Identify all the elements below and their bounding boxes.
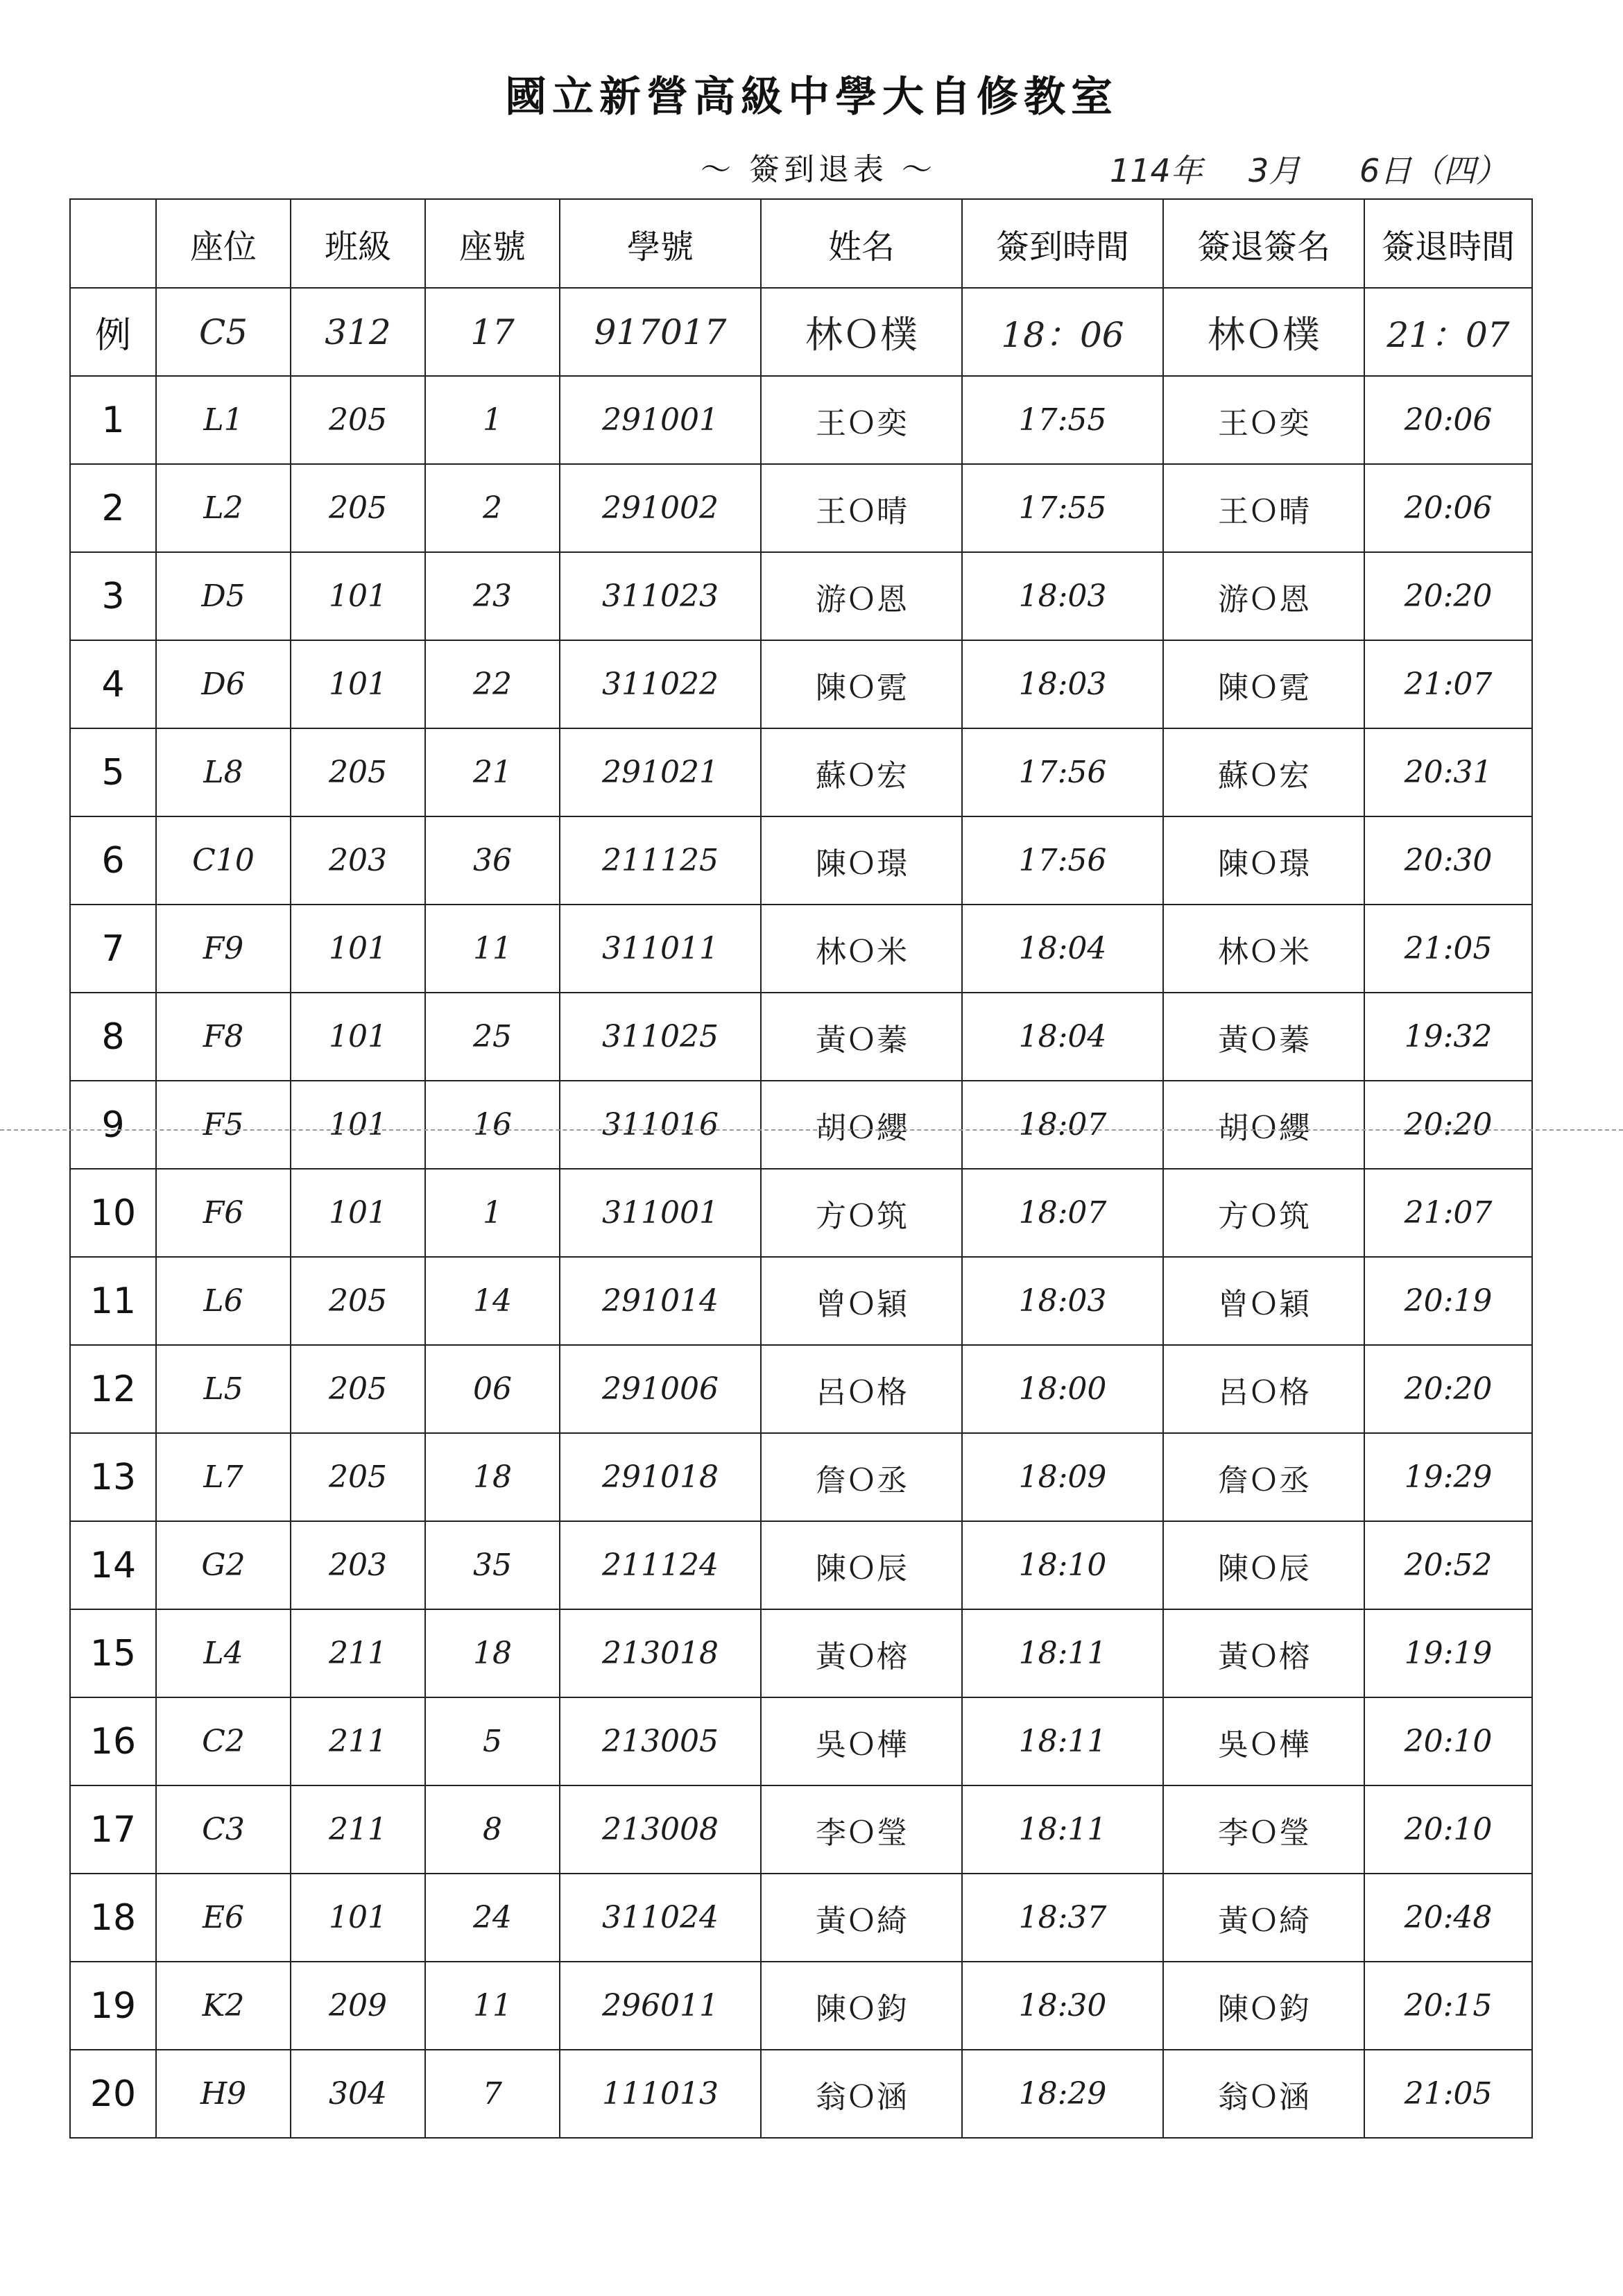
row-checkout: 21:07 (1364, 640, 1532, 728)
row-class: 203 (291, 1521, 425, 1609)
row-student-id: 311023 (560, 552, 761, 640)
row-student-id: 211124 (560, 1521, 761, 1609)
row-signout-name: 陳Ｏ霓 (1163, 640, 1364, 728)
row-signout-name: 呂Ｏ格 (1163, 1345, 1364, 1433)
example-class: 312 (291, 288, 425, 376)
table-row (70, 905, 1532, 993)
row-checkout: 20:30 (1364, 816, 1532, 905)
table-row (70, 1345, 1532, 1433)
example-student-id: 917017 (560, 288, 761, 376)
row-signout-name: 李Ｏ瑩 (1163, 1785, 1364, 1874)
row-student-id: 311001 (560, 1169, 761, 1257)
row-class: 101 (291, 905, 425, 993)
row-checkin: 18:09 (962, 1433, 1163, 1521)
row-class: 211 (291, 1697, 425, 1785)
row-seat: L6 (156, 1257, 291, 1345)
row-student-id: 291002 (560, 464, 761, 552)
row-name: 吳Ｏ樺 (761, 1697, 962, 1785)
row-number: 1 (425, 376, 560, 464)
row-name: 陳Ｏ辰 (761, 1521, 962, 1609)
row-seat: K2 (156, 1962, 291, 2050)
example-checkout: 21：07 (1364, 288, 1532, 376)
row-checkout: 20:52 (1364, 1521, 1532, 1609)
row-number: 24 (425, 1874, 560, 1962)
row-class: 101 (291, 993, 425, 1081)
scan-dash-line (0, 1129, 1623, 1131)
row-class: 205 (291, 1345, 425, 1433)
row-signout-name: 方Ｏ筑 (1163, 1169, 1364, 1257)
row-number: 11 (425, 905, 560, 993)
row-index: 12 (70, 1345, 156, 1433)
row-student-id: 311011 (560, 905, 761, 993)
row-index: 15 (70, 1609, 156, 1697)
row-name: 王Ｏ奕 (761, 376, 962, 464)
row-checkin: 18:11 (962, 1609, 1163, 1697)
example-row (70, 288, 1532, 376)
row-name: 陳Ｏ霓 (761, 640, 962, 728)
row-checkin: 18:07 (962, 1081, 1163, 1169)
row-checkin: 18:04 (962, 905, 1163, 993)
row-student-id: 311016 (560, 1081, 761, 1169)
col-header-seat: 座位 (156, 199, 291, 288)
row-class: 101 (291, 1081, 425, 1169)
table-row (70, 552, 1532, 640)
row-class: 205 (291, 464, 425, 552)
row-class: 211 (291, 1609, 425, 1697)
row-class: 205 (291, 728, 425, 816)
col-header-checkin: 簽到時間 (962, 199, 1163, 288)
row-signout-name: 游Ｏ恩 (1163, 552, 1364, 640)
col-header-signout-name: 簽退簽名 (1163, 199, 1364, 288)
header-row (70, 199, 1532, 288)
row-student-id: 291018 (560, 1433, 761, 1521)
row-checkin: 18:10 (962, 1521, 1163, 1609)
row-name: 黃Ｏ綺 (761, 1874, 962, 1962)
row-seat: G2 (156, 1521, 291, 1609)
row-class: 101 (291, 1169, 425, 1257)
row-seat: L8 (156, 728, 291, 816)
row-class: 211 (291, 1785, 425, 1874)
row-signout-name: 陳Ｏ辰 (1163, 1521, 1364, 1609)
row-number: 36 (425, 816, 560, 905)
row-student-id: 311022 (560, 640, 761, 728)
row-student-id: 291001 (560, 376, 761, 464)
row-class: 205 (291, 1257, 425, 1345)
col-header-name: 姓名 (761, 199, 962, 288)
col-header-number: 座號 (425, 199, 560, 288)
example-signout-name: 林Ｏ樸 (1163, 288, 1364, 376)
row-checkin: 18:03 (962, 552, 1163, 640)
row-number: 5 (425, 1697, 560, 1785)
row-signout-name: 黃Ｏ榕 (1163, 1609, 1364, 1697)
row-checkout: 20:10 (1364, 1785, 1532, 1874)
row-index: 14 (70, 1521, 156, 1609)
col-header-index (70, 199, 156, 288)
row-index: 4 (70, 640, 156, 728)
row-checkout: 21:07 (1364, 1169, 1532, 1257)
table-row (70, 1609, 1532, 1697)
row-checkout: 20:15 (1364, 1962, 1532, 2050)
row-number: 1 (425, 1169, 560, 1257)
example-label: 例 (70, 288, 156, 376)
row-name: 王Ｏ晴 (761, 464, 962, 552)
table-row (70, 993, 1532, 1081)
row-number: 8 (425, 1785, 560, 1874)
row-signout-name: 王Ｏ奕 (1163, 376, 1364, 464)
row-name: 陳Ｏ璟 (761, 816, 962, 905)
row-student-id: 213018 (560, 1609, 761, 1697)
row-seat: D6 (156, 640, 291, 728)
row-student-id: 296011 (560, 1962, 761, 2050)
col-header-checkout: 簽退時間 (1364, 199, 1532, 288)
table-row (70, 816, 1532, 905)
row-checkin: 18:11 (962, 1785, 1163, 1874)
row-seat: L2 (156, 464, 291, 552)
row-seat: F6 (156, 1169, 291, 1257)
row-seat: L7 (156, 1433, 291, 1521)
row-checkout: 19:19 (1364, 1609, 1532, 1697)
row-checkout: 20:20 (1364, 552, 1532, 640)
row-name: 蘇Ｏ宏 (761, 728, 962, 816)
table-row (70, 640, 1532, 728)
row-number: 25 (425, 993, 560, 1081)
row-seat: C3 (156, 1785, 291, 1874)
row-checkout: 20:31 (1364, 728, 1532, 816)
table-row (70, 1962, 1532, 2050)
row-signout-name: 吳Ｏ樺 (1163, 1697, 1364, 1785)
table-row (70, 1433, 1532, 1521)
table-row (70, 376, 1532, 464)
table-row (70, 1874, 1532, 1962)
table-row (70, 1521, 1532, 1609)
row-class: 203 (291, 816, 425, 905)
row-index: 6 (70, 816, 156, 905)
row-checkin: 18:37 (962, 1874, 1163, 1962)
row-seat: C2 (156, 1697, 291, 1785)
example-checkin: 18：06 (962, 288, 1163, 376)
row-checkout: 20:06 (1364, 464, 1532, 552)
row-student-id: 291006 (560, 1345, 761, 1433)
table-row (70, 1169, 1532, 1257)
row-checkin: 18:03 (962, 1257, 1163, 1345)
row-class: 101 (291, 640, 425, 728)
row-seat: H9 (156, 2050, 291, 2138)
row-index: 19 (70, 1962, 156, 2050)
row-class: 205 (291, 1433, 425, 1521)
row-class: 205 (291, 376, 425, 464)
row-number: 11 (425, 1962, 560, 2050)
table-row (70, 2050, 1532, 2138)
row-name: 翁Ｏ涵 (761, 2050, 962, 2138)
row-signout-name: 黃Ｏ綺 (1163, 1874, 1364, 1962)
row-index: 7 (70, 905, 156, 993)
row-name: 陳Ｏ鈞 (761, 1962, 962, 2050)
row-checkout: 20:06 (1364, 376, 1532, 464)
row-checkout: 20:20 (1364, 1081, 1532, 1169)
row-signout-name: 胡Ｏ纓 (1163, 1081, 1364, 1169)
row-name: 黃Ｏ榕 (761, 1609, 962, 1697)
row-checkout: 20:48 (1364, 1874, 1532, 1962)
row-checkout: 19:29 (1364, 1433, 1532, 1521)
row-seat: F5 (156, 1081, 291, 1169)
row-checkin: 18:29 (962, 2050, 1163, 2138)
row-student-id: 213008 (560, 1785, 761, 1874)
date-month: 3月 (1248, 152, 1301, 189)
row-checkin: 18:03 (962, 640, 1163, 728)
row-seat: L5 (156, 1345, 291, 1433)
page-title: 國立新營高級中學大自修教室 (505, 73, 1118, 121)
table-row (70, 728, 1532, 816)
row-student-id: 311024 (560, 1874, 761, 1962)
row-student-id: 111013 (560, 2050, 761, 2138)
row-seat: F8 (156, 993, 291, 1081)
row-signout-name: 曾Ｏ穎 (1163, 1257, 1364, 1345)
row-checkin: 18:00 (962, 1345, 1163, 1433)
example-number: 17 (425, 288, 560, 376)
row-name: 胡Ｏ纓 (761, 1081, 962, 1169)
row-index: 18 (70, 1874, 156, 1962)
row-index: 20 (70, 2050, 156, 2138)
table-row (70, 1697, 1532, 1785)
row-class: 209 (291, 1962, 425, 2050)
row-signout-name: 陳Ｏ璟 (1163, 816, 1364, 905)
row-number: 7 (425, 2050, 560, 2138)
row-number: 35 (425, 1521, 560, 1609)
row-seat: L1 (156, 376, 291, 464)
row-index: 8 (70, 993, 156, 1081)
row-checkin: 18:07 (962, 1169, 1163, 1257)
table-row (70, 1081, 1532, 1169)
row-index: 2 (70, 464, 156, 552)
row-signout-name: 林Ｏ米 (1163, 905, 1364, 993)
row-number: 14 (425, 1257, 560, 1345)
row-signout-name: 翁Ｏ涵 (1163, 2050, 1364, 2138)
table-row (70, 464, 1532, 552)
row-number: 22 (425, 640, 560, 728)
row-number: 21 (425, 728, 560, 816)
row-number: 18 (425, 1433, 560, 1521)
row-checkin: 18:04 (962, 993, 1163, 1081)
row-checkin: 18:30 (962, 1962, 1163, 2050)
table-row (70, 1257, 1532, 1345)
row-student-id: 291014 (560, 1257, 761, 1345)
row-seat: D5 (156, 552, 291, 640)
row-name: 詹Ｏ丞 (761, 1433, 962, 1521)
row-index: 11 (70, 1257, 156, 1345)
row-name: 黃Ｏ蓁 (761, 993, 962, 1081)
row-index: 5 (70, 728, 156, 816)
col-header-class: 班級 (291, 199, 425, 288)
row-index: 13 (70, 1433, 156, 1521)
row-name: 呂Ｏ格 (761, 1345, 962, 1433)
row-signout-name: 王Ｏ晴 (1163, 464, 1364, 552)
row-student-id: 311025 (560, 993, 761, 1081)
row-checkout: 20:20 (1364, 1345, 1532, 1433)
row-seat: E6 (156, 1874, 291, 1962)
row-signout-name: 蘇Ｏ宏 (1163, 728, 1364, 816)
row-checkout: 20:10 (1364, 1697, 1532, 1785)
row-number: 16 (425, 1081, 560, 1169)
row-index: 16 (70, 1697, 156, 1785)
table-row (70, 1785, 1532, 1874)
row-checkout: 20:19 (1364, 1257, 1532, 1345)
row-student-id: 211125 (560, 816, 761, 905)
example-name: 林Ｏ樸 (761, 288, 962, 376)
row-checkin: 18:11 (962, 1697, 1163, 1785)
row-seat: F9 (156, 905, 291, 993)
row-signout-name: 詹Ｏ丞 (1163, 1433, 1364, 1521)
col-header-student-id: 學號 (560, 199, 761, 288)
row-name: 游Ｏ恩 (761, 552, 962, 640)
row-seat: C10 (156, 816, 291, 905)
row-name: 曾Ｏ穎 (761, 1257, 962, 1345)
row-class: 101 (291, 552, 425, 640)
signin-table (69, 198, 1533, 2139)
row-index: 1 (70, 376, 156, 464)
row-student-id: 291021 (560, 728, 761, 816)
row-signout-name: 黃Ｏ蓁 (1163, 993, 1364, 1081)
row-class: 101 (291, 1874, 425, 1962)
row-index: 3 (70, 552, 156, 640)
example-seat: C5 (156, 288, 291, 376)
row-student-id: 213005 (560, 1697, 761, 1785)
row-class: 304 (291, 2050, 425, 2138)
row-checkin: 17:55 (962, 464, 1163, 552)
row-name: 方Ｏ筑 (761, 1169, 962, 1257)
row-index: 10 (70, 1169, 156, 1257)
row-number: 06 (425, 1345, 560, 1433)
row-checkin: 17:56 (962, 728, 1163, 816)
row-checkin: 17:55 (962, 376, 1163, 464)
date-year: 114年 (1110, 152, 1203, 189)
row-name: 李Ｏ瑩 (761, 1785, 962, 1874)
row-index: 9 (70, 1081, 156, 1169)
row-checkin: 17:56 (962, 816, 1163, 905)
date-day: 6日（四） (1359, 152, 1508, 189)
row-checkout: 19:32 (1364, 993, 1532, 1081)
row-number: 18 (425, 1609, 560, 1697)
row-number: 23 (425, 552, 560, 640)
row-number: 2 (425, 464, 560, 552)
row-signout-name: 陳Ｏ鈞 (1163, 1962, 1364, 2050)
row-name: 林Ｏ米 (761, 905, 962, 993)
row-seat: L4 (156, 1609, 291, 1697)
row-checkout: 21:05 (1364, 2050, 1532, 2138)
form-subtitle: ～ 簽到退表 ～ (701, 152, 936, 187)
row-checkout: 21:05 (1364, 905, 1532, 993)
row-index: 17 (70, 1785, 156, 1874)
